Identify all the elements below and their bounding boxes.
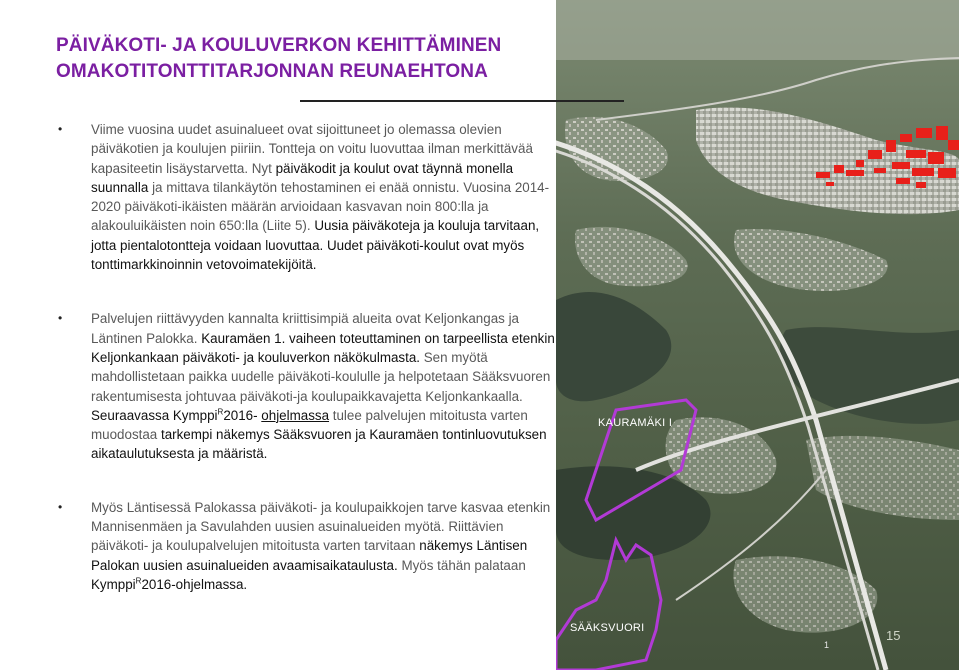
bullet-list — [58, 120, 558, 594]
bullet-highlight: Kymppi — [91, 576, 136, 592]
bullet-text: ja mittava tilankäytön tehostaminen ei enää onnistu. Vuosina 2014-2020 päiväkoti-ikäisten määrän arvioidaan kasvavan noin 800:lla ja alakouluikäisten noin 650:lla (Liite 5). — [91, 179, 550, 234]
superscript-mark: R — [135, 576, 142, 586]
bullet-highlight: tarkempi näkemys Sääksvuoren ja Kauramäen tontinluovutuksen aikataulutuksesta ja määristä. — [91, 427, 547, 462]
aerial-map-graphic — [556, 0, 959, 670]
bullet-highlight: Kauramäen 1. vaiheen toteuttaminen on tarpeellista etenkin Keljonkankaan päiväkoti- ja kouluverkon näkökulmasta. — [91, 330, 555, 365]
bullet-text: Viime vuosina uudet asuinalueet ovat sijoittuneet jo olemassa olevien päiväkotien ja koulujen piiriin. Tontteja on voitu luovuttaa ilman merkittävää kapasiteetin lisäystarvetta. Nyt — [91, 122, 533, 176]
bullet-highlight: näkemys Läntisen Palokan uusien asuinalueiden avaamisaikataulusta. — [91, 538, 528, 573]
bullet-dot-icon: • — [58, 311, 63, 326]
bullet-item-critical-areas — [58, 309, 558, 463]
bullet-text: tulee palvelujen mitoitusta varten muodostaa — [91, 407, 528, 443]
bullet-underlined: ohjelmassa — [261, 407, 330, 423]
bullet-dot-icon: • — [58, 499, 63, 514]
bullet-highlight: Seuraavassa Kymppi — [91, 407, 218, 423]
bullet-text: Myös Läntisessä Palokassa päiväkoti- ja koulupaikkojen tarve kasvaa etenkin Mannisenmäen ja Savulahden uusien asuinalueiden myötä. Riittävien päiväkoti- ja koulupalvelujen mitoitusta varten tarvitaan — [91, 499, 551, 554]
bullet-highlight: Uusia päiväkoteja ja kouluja tarvitaan, jotta pientalotontteja voidaan luovuttaa. Uudet päiväkoti-koulut ovat myös tonttimarkkinoinnin vetovoimatekijöitä. — [91, 218, 540, 273]
map-label-saaksvuori: SÄÄKSVUORI — [570, 622, 645, 634]
bullet-item-capacity — [58, 120, 558, 274]
superscript-mark: R — [217, 407, 224, 417]
page-title — [56, 33, 556, 85]
bullet-highlight: 2016-ohjelmassa. — [141, 576, 248, 592]
title-line-2: OMAKOTITONTTITARJONNAN REUNAEHTONA — [56, 61, 488, 82]
aerial-map-image — [556, 0, 959, 670]
map-label-kauramaki: KAURAMÄKI I — [598, 417, 673, 429]
bullet-highlight: päiväkodit ja koulut ovat täynnä monella suunnalla — [91, 160, 514, 195]
map-small-mark: 1 — [824, 640, 830, 650]
bullet-dot-icon: • — [58, 122, 63, 136]
title-line-1: PÄIVÄKOTI- JA KOULUVERKON KEHITTÄMINEN — [56, 35, 502, 56]
page-number: 15 — [886, 628, 901, 643]
bullet-text: Sen myötä mahdollistetaan paikka uudelle päiväkoti-koululle ja helpotetaan Sääksvuoren rakentumisesta johtuvaa päiväkoti-ja koulupaikkavajetta Keljonkankaalla. — [91, 349, 551, 404]
bullet-item-palokka — [58, 498, 558, 594]
bullet-text: Myös tähän palataan — [397, 557, 526, 573]
bullet-highlight: 2016- — [223, 407, 258, 423]
bullet-text: Palvelujen riittävyyden kannalta kriittisimpiä alueita ovat Keljonkangas ja Läntinen Palokka. — [91, 311, 519, 346]
